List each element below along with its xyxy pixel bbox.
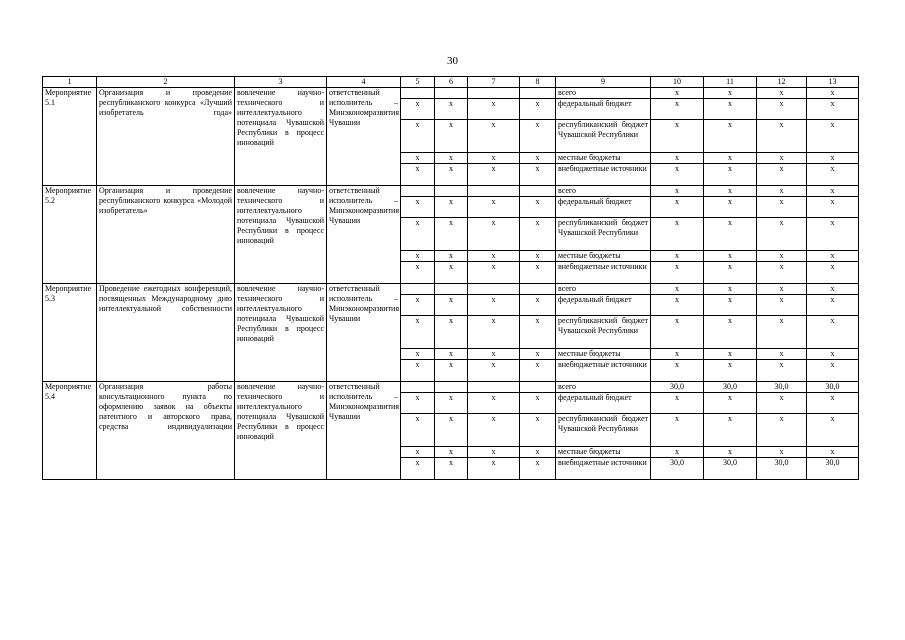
year-marker-cell: x [520, 393, 556, 414]
year-marker-cell: x [401, 393, 435, 414]
year-marker-cell: x [435, 120, 468, 153]
funding-value-cell: 30,0 [651, 382, 704, 393]
funding-value-cell: x [807, 251, 859, 262]
funding-value-cell: x [807, 197, 859, 218]
year-marker-cell [468, 186, 520, 197]
year-marker-cell: x [401, 262, 435, 284]
year-marker-cell: x [520, 120, 556, 153]
activity-responsible: ответственный исполнитель – Минэкономразвития Чувашии [327, 88, 401, 186]
funding-source: республиканский бюджет Чувашской Республики [556, 120, 651, 153]
year-marker-cell: x [468, 393, 520, 414]
funding-source: всего [556, 284, 651, 295]
funding-value-cell: x [704, 164, 757, 186]
funding-value-cell: x [757, 360, 807, 382]
funding-source: внебюджетные источники [556, 458, 651, 480]
funding-value-cell: x [757, 316, 807, 349]
year-marker-cell: x [468, 349, 520, 360]
funding-source: федеральный бюджет [556, 197, 651, 218]
year-marker-cell: x [520, 458, 556, 480]
funding-value-cell: x [651, 120, 704, 153]
activity-id: Мероприятие 5.4 [43, 382, 97, 480]
year-marker-cell: x [401, 99, 435, 120]
column-number: 3 [235, 77, 327, 88]
funding-value-cell: x [651, 186, 704, 197]
year-marker-cell: x [468, 251, 520, 262]
year-marker-cell [401, 186, 435, 197]
year-marker-cell [520, 284, 556, 295]
year-marker-cell [520, 88, 556, 99]
funding-value-cell: x [651, 447, 704, 458]
funding-value-cell: x [704, 360, 757, 382]
funding-value-cell: x [651, 251, 704, 262]
funding-value-cell: x [704, 447, 757, 458]
funding-value-cell: x [807, 186, 859, 197]
activity-name: Организация и проведение республиканского конкурса «Лучший изобретатель года» [97, 88, 235, 186]
funding-value-cell: x [704, 393, 757, 414]
funding-value-cell: x [704, 295, 757, 316]
funding-value-cell: x [807, 349, 859, 360]
funding-value-cell: x [757, 295, 807, 316]
year-marker-cell [435, 284, 468, 295]
column-number: 5 [401, 77, 435, 88]
year-marker-cell [401, 88, 435, 99]
year-marker-cell [468, 284, 520, 295]
column-number: 12 [757, 77, 807, 88]
activity-row [43, 284, 859, 295]
year-marker-cell: x [520, 251, 556, 262]
year-marker-cell: x [435, 99, 468, 120]
funding-value-cell: x [651, 262, 704, 284]
funding-value-cell: x [807, 393, 859, 414]
year-marker-cell: x [401, 360, 435, 382]
year-marker-cell: x [435, 164, 468, 186]
funding-value-cell: x [651, 349, 704, 360]
funding-source: республиканский бюджет Чувашской Республики [556, 316, 651, 349]
funding-value-cell: x [757, 218, 807, 251]
funding-source: всего [556, 186, 651, 197]
year-marker-cell: x [468, 414, 520, 447]
funding-value-cell: x [757, 393, 807, 414]
funding-value-cell: x [704, 186, 757, 197]
funding-value-cell: x [651, 414, 704, 447]
funding-value-cell: x [704, 153, 757, 164]
funding-source: федеральный бюджет [556, 393, 651, 414]
funding-value-cell: x [704, 262, 757, 284]
activity-target: вовлечение научно-технического и интеллектуального потенциала Чувашской Республики в процесс инноваций [235, 186, 327, 284]
year-marker-cell: x [401, 251, 435, 262]
funding-value-cell: x [757, 414, 807, 447]
funding-value-cell: x [757, 164, 807, 186]
funding-value-cell: x [704, 197, 757, 218]
year-marker-cell: x [520, 197, 556, 218]
year-marker-cell [435, 88, 468, 99]
year-marker-cell: x [468, 316, 520, 349]
funding-value-cell: x [704, 99, 757, 120]
funding-value-cell: x [704, 251, 757, 262]
funding-value-cell: x [704, 414, 757, 447]
funding-source: федеральный бюджет [556, 295, 651, 316]
column-number: 6 [435, 77, 468, 88]
activity-row [43, 382, 859, 393]
funding-value-cell: x [757, 186, 807, 197]
column-number: 13 [807, 77, 859, 88]
year-marker-cell: x [435, 414, 468, 447]
funding-value-cell: x [807, 262, 859, 284]
funding-value-cell: x [704, 218, 757, 251]
year-marker-cell: x [468, 197, 520, 218]
funding-value-cell: x [807, 360, 859, 382]
activity-target: вовлечение научно-технического и интеллектуального потенциала Чувашской Республики в процесс инноваций [235, 284, 327, 382]
funding-value-cell: x [807, 218, 859, 251]
activity-responsible: ответственный исполнитель – Минэкономразвития Чувашии [327, 186, 401, 284]
year-marker-cell: x [468, 99, 520, 120]
year-marker-cell [401, 284, 435, 295]
activity-name: Организация и проведение республиканского конкурса «Молодой изобретатель» [97, 186, 235, 284]
year-marker-cell: x [435, 262, 468, 284]
funding-value-cell: x [704, 284, 757, 295]
activity-target: вовлечение научно-технического и интеллектуального потенциала Чувашской Республики в процесс инноваций [235, 382, 327, 480]
year-marker-cell: x [401, 316, 435, 349]
funding-value-cell: x [757, 284, 807, 295]
activity-row [43, 88, 859, 99]
funding-value-cell: x [757, 153, 807, 164]
funding-value-cell: x [704, 88, 757, 99]
funding-source: республиканский бюджет Чувашской Республики [556, 414, 651, 447]
column-number: 1 [43, 77, 97, 88]
year-marker-cell: x [520, 99, 556, 120]
funding-value-cell: x [757, 349, 807, 360]
funding-value-cell: x [757, 447, 807, 458]
funding-value-cell: x [704, 120, 757, 153]
year-marker-cell: x [401, 447, 435, 458]
year-marker-cell: x [468, 164, 520, 186]
activity-id: Мероприятие 5.3 [43, 284, 97, 382]
funding-value-cell: x [651, 153, 704, 164]
funding-value-cell: 30,0 [704, 458, 757, 480]
funding-value-cell: 30,0 [807, 382, 859, 393]
year-marker-cell: x [520, 414, 556, 447]
funding-value-cell: x [651, 316, 704, 349]
year-marker-cell: x [401, 120, 435, 153]
year-marker-cell: x [520, 316, 556, 349]
year-marker-cell: x [520, 262, 556, 284]
year-marker-cell: x [401, 197, 435, 218]
year-marker-cell: x [401, 458, 435, 480]
year-marker-cell: x [468, 262, 520, 284]
year-marker-cell [468, 88, 520, 99]
funding-value-cell: x [651, 393, 704, 414]
year-marker-cell: x [520, 360, 556, 382]
funding-value-cell: x [704, 349, 757, 360]
funding-value-cell: x [704, 316, 757, 349]
column-number: 10 [651, 77, 704, 88]
funding-value-cell: 30,0 [757, 458, 807, 480]
funding-value-cell: x [807, 447, 859, 458]
activity-target: вовлечение научно-технического и интеллектуального потенциала Чувашской Республики в процесс инноваций [235, 88, 327, 186]
column-number: 2 [97, 77, 235, 88]
funding-source: внебюджетные источники [556, 262, 651, 284]
funding-value-cell: x [651, 164, 704, 186]
year-marker-cell: x [401, 164, 435, 186]
year-marker-cell: x [435, 458, 468, 480]
funding-value-cell: x [757, 251, 807, 262]
year-marker-cell [401, 382, 435, 393]
funding-value-cell: x [651, 218, 704, 251]
year-marker-cell: x [520, 349, 556, 360]
year-marker-cell: x [520, 447, 556, 458]
funding-value-cell: x [807, 414, 859, 447]
funding-value-cell: x [757, 99, 807, 120]
funding-value-cell: x [651, 88, 704, 99]
funding-value-cell: x [807, 88, 859, 99]
year-marker-cell: x [435, 360, 468, 382]
year-marker-cell [468, 382, 520, 393]
activity-name: Проведение ежегодных конференций, посвященных Международному дню интеллектуальной собственности [97, 284, 235, 382]
activity-name: Организация работы консультационного пункта по оформлению заявок на объекты патентного и авторского права, средства индивидуализации [97, 382, 235, 480]
column-number: 11 [704, 77, 757, 88]
year-marker-cell: x [435, 251, 468, 262]
year-marker-cell: x [468, 218, 520, 251]
year-marker-cell: x [401, 153, 435, 164]
year-marker-cell: x [435, 197, 468, 218]
program-activities-table [42, 76, 859, 480]
column-number-row [43, 77, 859, 88]
funding-value-cell: 30,0 [651, 458, 704, 480]
year-marker-cell: x [520, 164, 556, 186]
funding-value-cell: x [757, 88, 807, 99]
funding-value-cell: x [651, 295, 704, 316]
funding-value-cell: x [651, 360, 704, 382]
year-marker-cell: x [435, 295, 468, 316]
year-marker-cell: x [435, 316, 468, 349]
year-marker-cell: x [435, 218, 468, 251]
year-marker-cell [520, 186, 556, 197]
funding-value-cell: x [807, 164, 859, 186]
page-number: 30 [447, 55, 458, 67]
year-marker-cell: x [401, 218, 435, 251]
activity-id: Мероприятие 5.1 [43, 88, 97, 186]
funding-value-cell: x [807, 284, 859, 295]
funding-value-cell: 30,0 [704, 382, 757, 393]
year-marker-cell: x [401, 349, 435, 360]
year-marker-cell: x [520, 153, 556, 164]
year-marker-cell [435, 382, 468, 393]
year-marker-cell: x [468, 360, 520, 382]
year-marker-cell: x [520, 295, 556, 316]
year-marker-cell: x [401, 295, 435, 316]
year-marker-cell: x [401, 414, 435, 447]
activity-responsible: ответственный исполнитель – Минэкономразвития Чувашии [327, 382, 401, 480]
funding-value-cell: x [807, 316, 859, 349]
funding-value-cell: x [807, 99, 859, 120]
funding-value-cell: 30,0 [757, 382, 807, 393]
column-number: 4 [327, 77, 401, 88]
funding-source: местные бюджеты [556, 153, 651, 164]
funding-value-cell: 30,0 [807, 458, 859, 480]
year-marker-cell [520, 382, 556, 393]
funding-value-cell: x [757, 197, 807, 218]
funding-source: всего [556, 382, 651, 393]
year-marker-cell [435, 186, 468, 197]
funding-value-cell: x [757, 120, 807, 153]
year-marker-cell: x [435, 393, 468, 414]
funding-source: республиканский бюджет Чувашской Республики [556, 218, 651, 251]
year-marker-cell: x [468, 458, 520, 480]
funding-source: всего [556, 88, 651, 99]
activity-row [43, 186, 859, 197]
year-marker-cell: x [468, 153, 520, 164]
funding-value-cell: x [651, 99, 704, 120]
funding-source: федеральный бюджет [556, 99, 651, 120]
year-marker-cell: x [468, 295, 520, 316]
year-marker-cell: x [468, 447, 520, 458]
activity-id: Мероприятие 5.2 [43, 186, 97, 284]
funding-source: внебюджетные источники [556, 164, 651, 186]
column-number: 9 [556, 77, 651, 88]
funding-source: местные бюджеты [556, 251, 651, 262]
funding-source: местные бюджеты [556, 349, 651, 360]
funding-value-cell: x [757, 262, 807, 284]
year-marker-cell: x [520, 218, 556, 251]
funding-value-cell: x [807, 120, 859, 153]
year-marker-cell: x [435, 447, 468, 458]
funding-value-cell: x [651, 197, 704, 218]
activity-responsible: ответственный исполнитель – Минэкономразвития Чувашии [327, 284, 401, 382]
funding-value-cell: x [651, 284, 704, 295]
year-marker-cell: x [435, 153, 468, 164]
funding-value-cell: x [807, 295, 859, 316]
year-marker-cell: x [435, 349, 468, 360]
funding-source: внебюджетные источники [556, 360, 651, 382]
funding-source: местные бюджеты [556, 447, 651, 458]
funding-value-cell: x [807, 153, 859, 164]
column-number: 8 [520, 77, 556, 88]
year-marker-cell: x [468, 120, 520, 153]
column-number: 7 [468, 77, 520, 88]
